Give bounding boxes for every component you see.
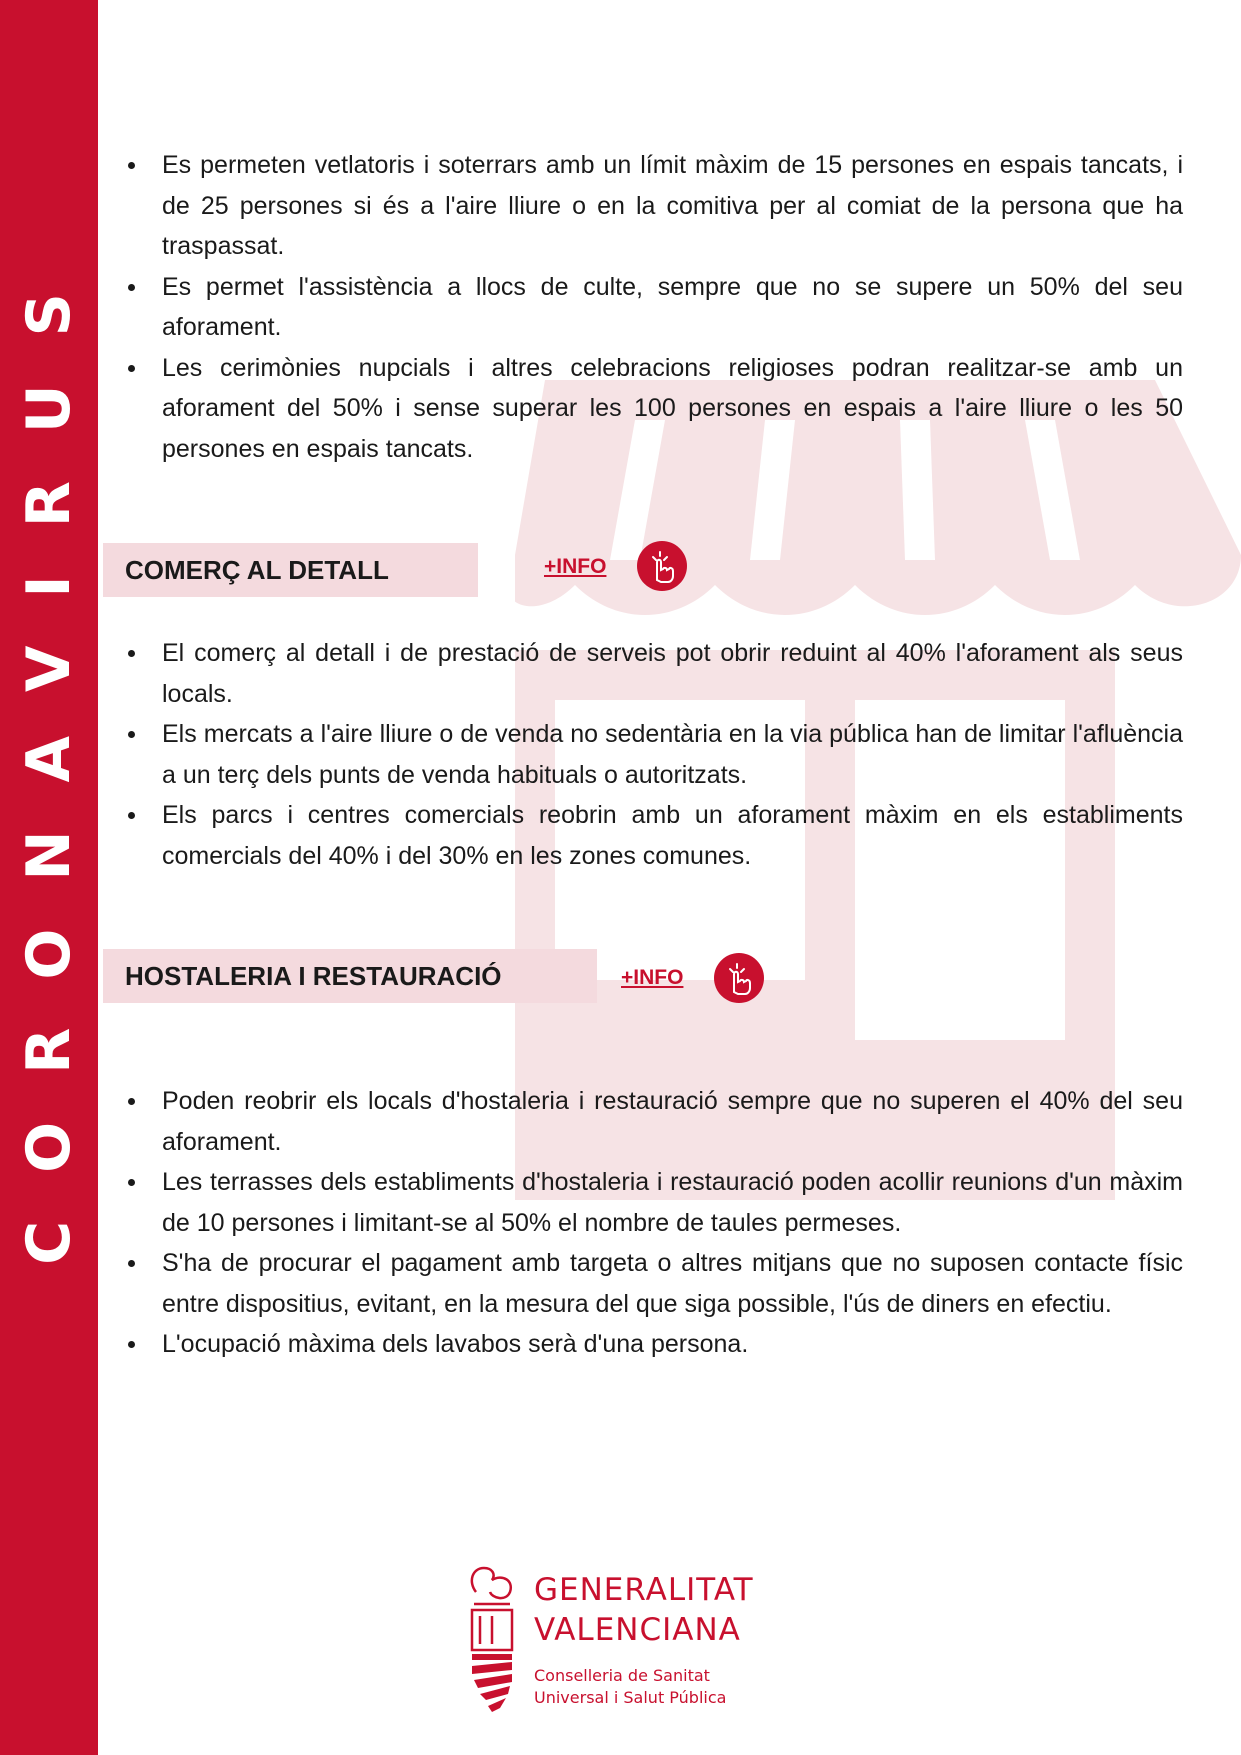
side-title: CORONAVIRUS xyxy=(14,245,84,1265)
generalitat-logo xyxy=(462,1562,802,1722)
list-item: Es permet l'assistència a llocs de culte, sempre que no se supere un 50% del seu aforament. xyxy=(145,267,1183,348)
list-item: El comerç al detall i de prestació de serveis pot obrir reduint al 40% l'aforament als seus locals. xyxy=(145,633,1183,714)
list-item: Es permeten vetlatoris i soterrars amb un límit màxim de 15 persones en espais tancats, i de 25 persones si és a l'aire lliure o en la comitiva per al comiat de la persona que ha traspassat. xyxy=(145,145,1183,267)
list-item: L'ocupació màxima dels lavabos serà d'una persona. xyxy=(145,1324,1183,1365)
logo-line-2: VALENCIANA xyxy=(534,1612,741,1648)
list-item: Les cerimònies nupcials i altres celebracions religioses podran realitzar-se amb un aforament del 50% i sense superar les 100 persones en espais a l'aire lliure o les 50 persones en espais tancats. xyxy=(145,348,1183,470)
section-heading-comerc: COMERÇ AL DETALL xyxy=(103,543,478,597)
side-band xyxy=(0,0,98,1755)
top-list xyxy=(145,145,1183,469)
hostaleria-info-link[interactable]: +INFO xyxy=(621,966,684,989)
list-item: Poden reobrir els locals d'hostaleria i restauració sempre que no superen el 40% del seu aforament. xyxy=(145,1081,1183,1162)
list-item: Els mercats a l'aire lliure o de venda no sedentària en la via pública han de limitar l'afluència a un terç dels punts de venda habituals o autoritzats. xyxy=(145,714,1183,795)
logo-line-1: GENERALITAT xyxy=(534,1572,754,1608)
list-item: S'ha de procurar el pagament amb targeta o altres mitjans que no suposen contacte físic entre dispositius, evitant, en la mesura del que siga possible, l'ús de diners en efectiu. xyxy=(145,1243,1183,1324)
hostaleria-list xyxy=(145,1081,1183,1365)
list-item: Les terrasses dels establiments d'hostaleria i restauració poden acollir reunions d'un màxim de 10 persones i limitant-se al 50% el nombre de taules permeses. xyxy=(145,1162,1183,1243)
comerc-info-link[interactable]: +INFO xyxy=(544,555,607,578)
tap-hand-icon[interactable] xyxy=(713,952,765,1004)
list-item: Els parcs i centres comercials reobrin amb un aforament màxim en els establiments comercials del 40% i del 30% en les zones comunes. xyxy=(145,795,1183,876)
logo-subtitle-2: Universal i Salut Pública xyxy=(534,1688,727,1707)
coat-of-arms-icon xyxy=(462,1562,522,1720)
logo-subtitle-1: Conselleria de Sanitat xyxy=(534,1666,710,1685)
comerc-list xyxy=(145,633,1183,876)
section-heading-hostaleria: HOSTALERIA I RESTAURACIÓ xyxy=(103,949,597,1003)
tap-hand-icon[interactable] xyxy=(636,540,688,592)
